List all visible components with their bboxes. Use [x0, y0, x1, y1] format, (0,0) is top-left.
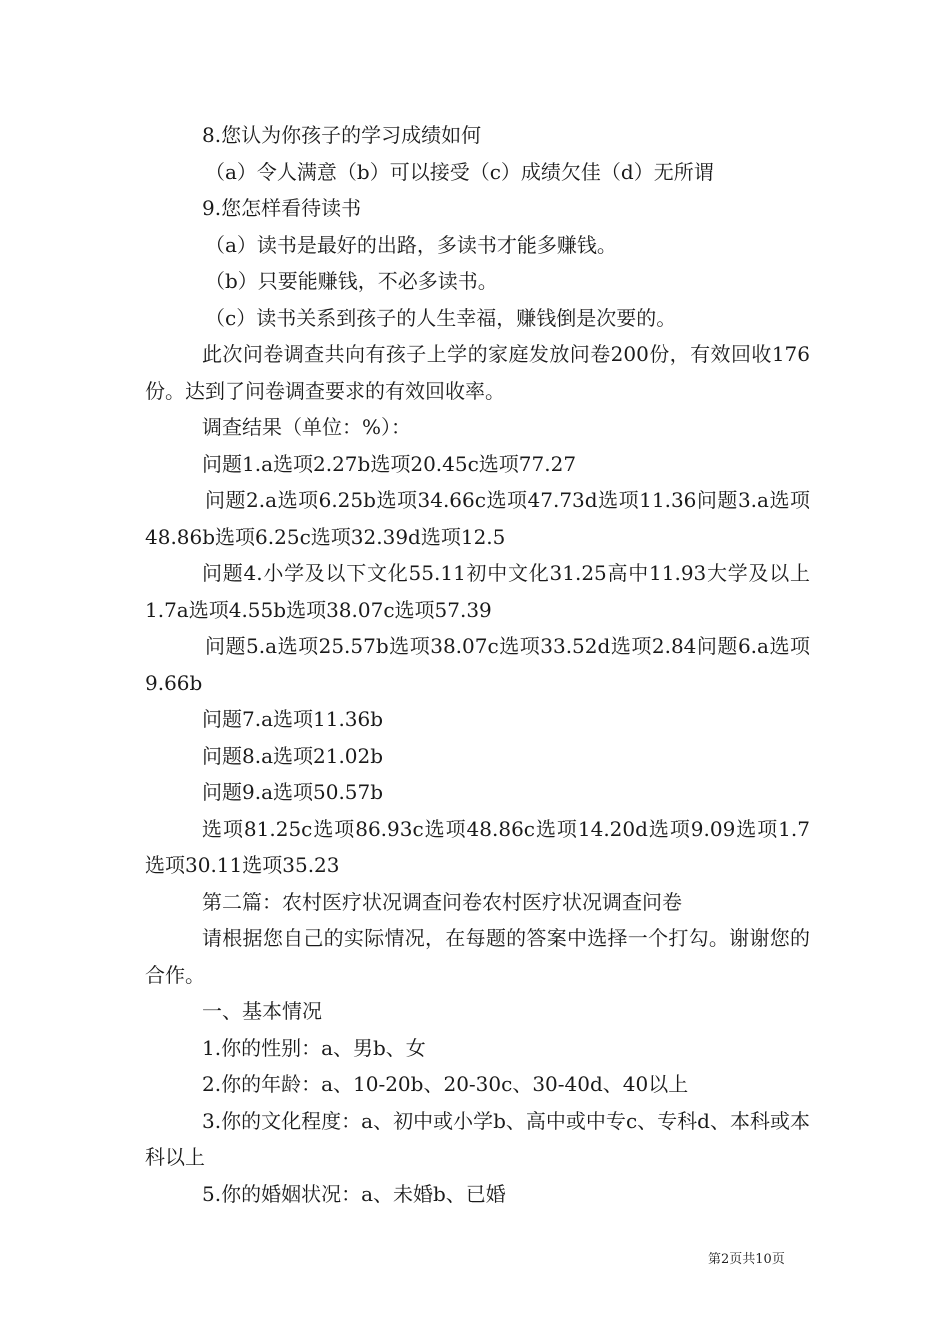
question-gender: 1.你的性别：a、男b、女 [202, 1035, 426, 1060]
results-heading: 调查结果（单位：%）： [202, 415, 412, 439]
question-9-option-a: （a）读书是最好的出路，多读书才能多赚钱。 [205, 232, 617, 257]
result-q1: 问题1.a选项2.27b选项20.45c选项77.27 [202, 451, 577, 476]
result-q2-q3: 问题2.a选项6.25b选项34.66c选项47.73d选项11.36问题3.a选项48.86b选项6.25c选项32.39d选项12.5 [145, 488, 810, 549]
result-remaining-options: 选项81.25c选项86.93c选项48.86c选项14.20d选项9.09选项1.7选项30.11选项35.23 [145, 816, 810, 877]
question-9-option-b: （b）只要能赚钱，不必多读书。 [205, 269, 498, 293]
question-9: 9.您怎样看待读书 [202, 196, 362, 220]
result-q5-q6: 问题5.a选项25.57b选项38.07c选项33.52d选项2.84问题6.a选项9.66b [145, 634, 810, 695]
result-q8: 问题8.a选项21.02b [202, 743, 384, 768]
basic-info-heading: 一、基本情况 [202, 999, 322, 1023]
question-9-option-c: （c）读书关系到孩子的人生幸福，赚钱倒是次要的。 [205, 305, 677, 330]
result-q4: 问题4.小学及以下文化55.11初中文化31.25高中11.93大学及以上1.7a选项4.55b选项38.07c选项57.39 [145, 561, 810, 622]
question-age: 2.你的年龄：a、10-20b、20-30c、30-40d、40以上 [202, 1072, 689, 1096]
page-number: 第2页共10页 [708, 1252, 785, 1267]
section-two-title: 第二篇：农村医疗状况调查问卷农村医疗状况调查问卷 [202, 889, 682, 914]
question-8: 8.您认为你孩子的学习成绩如何 [202, 123, 482, 147]
result-q7: 问题7.a选项11.36b [202, 707, 384, 731]
document-body [145, 117, 810, 1212]
question-8-options: （a）令人满意（b）可以接受（c）成绩欠佳（d）无所谓 [205, 159, 714, 184]
question-marital-status: 5.你的婚姻状况：a、未婚b、已婚 [202, 1181, 506, 1206]
survey-summary: 此次问卷调查共向有孩子上学的家庭发放问卷200份，有效回收176份。达到了问卷调查要求的有效回收率。 [145, 342, 810, 403]
result-q9: 问题9.a选项50.57b [202, 780, 384, 804]
question-education: 3.你的文化程度：a、初中或小学b、高中或中专c、专科d、本科或本科以上 [145, 1108, 810, 1169]
instructions: 请根据您自己的实际情况，在每题的答案中选择一个打勾。谢谢您的合作。 [145, 926, 810, 987]
